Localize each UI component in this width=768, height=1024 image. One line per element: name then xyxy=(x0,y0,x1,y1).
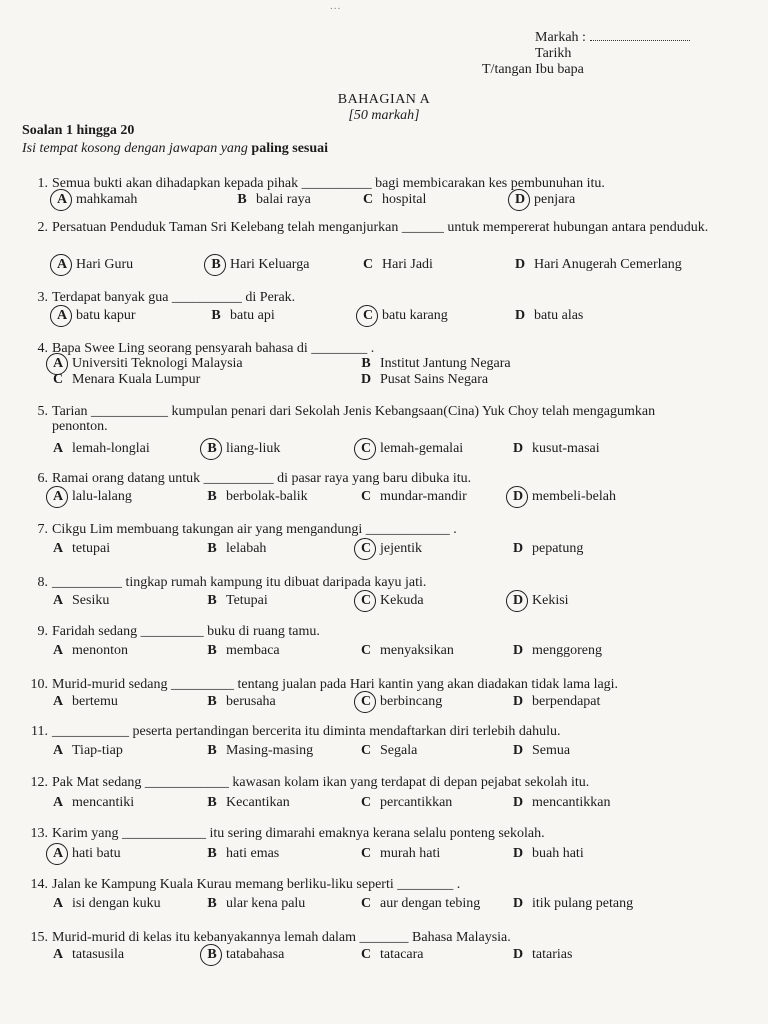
option-letter: A xyxy=(52,257,72,273)
option-d[interactable] xyxy=(510,192,575,208)
option-c[interactable] xyxy=(358,192,426,208)
option-b[interactable] xyxy=(232,192,311,208)
option-text: Tiap-tiap xyxy=(72,743,123,758)
question-text: Pak Mat sedang ____________ kawasan kolam ikan yang terdapat di depan pejabat sekolah itu. xyxy=(52,775,590,790)
option-d[interactable] xyxy=(508,643,602,659)
option-letter: B xyxy=(207,743,217,758)
option-a[interactable] xyxy=(52,257,133,273)
option-letter: B xyxy=(202,441,222,457)
option-d[interactable] xyxy=(508,896,633,912)
option-text: membaca xyxy=(226,643,280,658)
option-c[interactable] xyxy=(356,694,442,710)
option-text: penjara xyxy=(534,192,576,207)
option-text: Segala xyxy=(380,743,418,758)
instruction xyxy=(22,141,328,157)
ttangan-label: T/tangan Ibu bapa xyxy=(482,62,584,77)
option-b[interactable] xyxy=(206,308,275,324)
question-text: Persatuan Penduduk Taman Sri Kelebang telah menganjurkan ______ untuk mempererat hubungan antara penduduk. xyxy=(52,220,709,235)
option-text: menyaksikan xyxy=(380,643,454,658)
question-text: Faridah sedang _________ buku di ruang tamu. xyxy=(52,624,320,639)
option-text: hati batu xyxy=(72,846,121,861)
option-letter: A xyxy=(52,694,64,709)
question-text: Terdapat banyak gua __________ di Perak. xyxy=(52,290,296,305)
option-text: Kekisi xyxy=(532,593,569,608)
option-b[interactable] xyxy=(202,441,280,457)
option-letter: B xyxy=(207,541,217,556)
question-text: Jalan ke Kampung Kuala Kurau memang berliku-liku seperti ________ . xyxy=(52,877,461,892)
option-d[interactable] xyxy=(510,308,583,324)
question-text: ___________ peserta pertandingan bercerita itu diminta mendaftarkan diri terlebih dahulu. xyxy=(52,724,561,739)
option-letter: B xyxy=(211,308,221,323)
option-text: Universiti Teknologi Malaysia xyxy=(72,356,243,371)
option-text: balai raya xyxy=(256,192,311,207)
option-letter: A xyxy=(52,795,64,810)
option-c[interactable] xyxy=(356,643,454,659)
question-number: 14. xyxy=(30,877,48,892)
option-text: lelabah xyxy=(226,541,267,556)
option-letter: D xyxy=(508,593,528,609)
question-text: Tarian ___________ kumpulan penari dari Sekolah Jenis Kebangsaan(Cina) Yuk Choy telah mengagumkan penonton. xyxy=(52,404,656,434)
section-title: BAHAGIAN A xyxy=(337,92,431,107)
option-b[interactable] xyxy=(202,846,279,862)
question-number: 2. xyxy=(37,220,48,235)
option-text: Pusat Sains Negara xyxy=(380,372,489,387)
option-c[interactable] xyxy=(358,308,448,324)
option-text: mencantiki xyxy=(72,795,135,810)
option-text: Hari Anugerah Cemerlang xyxy=(534,257,682,272)
option-b[interactable] xyxy=(202,947,284,963)
option-a[interactable] xyxy=(48,795,134,811)
option-letter: C xyxy=(362,257,374,272)
option-text: percantikkan xyxy=(380,795,453,810)
option-letter: B xyxy=(361,356,371,371)
option-text: Kecantikan xyxy=(226,795,290,810)
option-letter: A xyxy=(52,743,64,758)
option-letter: B xyxy=(206,257,226,273)
option-d[interactable] xyxy=(508,593,569,609)
question-text: Murid-murid sedang _________ tentang jualan pada Hari kantin yang akan diadakan tidak lama lagi. xyxy=(52,677,619,692)
option-text: Masing-masing xyxy=(226,743,314,758)
question-number: 3. xyxy=(37,290,48,305)
option-c[interactable] xyxy=(356,441,463,457)
option-letter: D xyxy=(512,694,524,709)
option-c[interactable] xyxy=(48,372,200,388)
question-number: 12. xyxy=(30,775,48,790)
option-d[interactable] xyxy=(356,372,488,388)
option-a[interactable] xyxy=(48,947,124,963)
option-letter: C xyxy=(52,372,64,387)
option-letter: A xyxy=(52,593,64,608)
option-d[interactable] xyxy=(508,743,570,759)
option-letter: C xyxy=(360,896,372,911)
markah-label: Markah : xyxy=(535,30,586,45)
option-text: lemah-longlai xyxy=(72,441,150,456)
option-b[interactable] xyxy=(202,643,280,659)
option-c[interactable] xyxy=(356,846,440,862)
option-a[interactable] xyxy=(48,694,118,710)
option-b[interactable] xyxy=(202,896,305,912)
question-number: 10. xyxy=(30,677,48,692)
option-text: isi dengan kuku xyxy=(72,896,161,911)
markah-blank xyxy=(590,40,690,41)
question-text: Karim yang ____________ itu sering dimarahi emaknya kerana selalu ponteng sekolah. xyxy=(52,826,545,841)
option-letter: C xyxy=(356,593,376,609)
option-letter: C xyxy=(356,441,376,457)
option-letter: B xyxy=(207,489,217,504)
option-letter: C xyxy=(358,308,378,324)
question-text: __________ tingkap rumah kampung itu dibuat daripada kayu jati. xyxy=(52,575,427,590)
option-a[interactable] xyxy=(52,192,137,208)
option-text: lalu-lalang xyxy=(72,489,132,504)
option-letter: C xyxy=(356,541,376,557)
option-text: Institut Jantung Negara xyxy=(380,356,511,371)
option-a[interactable] xyxy=(48,541,110,557)
option-b[interactable] xyxy=(202,541,266,557)
option-letter: A xyxy=(52,441,64,456)
option-text: lemah-gemalai xyxy=(380,441,464,456)
option-letter: D xyxy=(514,257,526,272)
question-number: 9. xyxy=(37,624,48,639)
option-d[interactable] xyxy=(508,489,616,505)
option-text: hati emas xyxy=(226,846,280,861)
option-text: mahkamah xyxy=(76,192,138,207)
option-text: menggoreng xyxy=(532,643,602,658)
option-letter: A xyxy=(52,541,64,556)
question-range: Soalan 1 hingga 20 xyxy=(22,123,135,138)
option-letter: D xyxy=(512,743,524,758)
option-c[interactable] xyxy=(356,593,424,609)
option-text: Hari Guru xyxy=(76,257,134,272)
markah-row xyxy=(535,30,690,46)
option-a[interactable] xyxy=(48,643,128,659)
option-text: mundar-mandir xyxy=(380,489,467,504)
option-text: ular kena palu xyxy=(226,896,306,911)
option-letter: D xyxy=(512,896,524,911)
option-text: Hari Jadi xyxy=(382,257,433,272)
option-b[interactable] xyxy=(202,489,308,505)
option-letter: D xyxy=(508,489,528,505)
question-number: 1. xyxy=(37,176,48,191)
option-letter: B xyxy=(207,846,217,861)
option-a[interactable] xyxy=(48,489,132,505)
question-text: Ramai orang datang untuk __________ di pasar raya yang baru dibuka itu. xyxy=(52,471,472,486)
option-text: batu alas xyxy=(534,308,584,323)
option-letter: C xyxy=(360,489,372,504)
option-text: tatasusila xyxy=(72,947,125,962)
option-b[interactable] xyxy=(202,694,276,710)
option-letter: D xyxy=(512,795,524,810)
option-text: pepatung xyxy=(532,541,584,556)
section-marks: [50 markah] xyxy=(348,108,420,123)
option-letter: D xyxy=(512,643,524,658)
option-b[interactable] xyxy=(356,356,511,372)
option-letter: A xyxy=(52,192,72,208)
option-b[interactable] xyxy=(202,795,290,811)
top-marking: ... xyxy=(330,0,342,12)
option-c[interactable] xyxy=(356,896,480,912)
option-letter: A xyxy=(52,643,64,658)
option-d[interactable] xyxy=(508,846,584,862)
option-d[interactable] xyxy=(508,441,600,457)
option-text: murah hati xyxy=(380,846,441,861)
option-letter: A xyxy=(52,308,72,324)
option-letter: B xyxy=(202,947,222,963)
question-number: 7. xyxy=(37,522,48,537)
option-text: berpendapat xyxy=(532,694,601,709)
option-letter: B xyxy=(207,593,217,608)
option-text: mencantikkan xyxy=(532,795,611,810)
option-letter: A xyxy=(52,896,64,911)
option-letter: D xyxy=(512,541,524,556)
option-text: jejentik xyxy=(380,541,422,556)
option-a[interactable] xyxy=(52,308,135,324)
option-letter: B xyxy=(237,192,247,207)
option-c[interactable] xyxy=(356,489,467,505)
option-letter: B xyxy=(207,896,217,911)
option-letter: D xyxy=(514,308,526,323)
option-letter: C xyxy=(360,947,372,962)
question-number: 6. xyxy=(37,471,48,486)
option-letter: C xyxy=(360,743,372,758)
option-d[interactable] xyxy=(510,257,682,273)
question-text: Murid-murid di kelas itu kebanyakannya lemah dalam _______ Bahasa Malaysia. xyxy=(52,930,511,945)
question-number: 4. xyxy=(37,341,48,356)
instruction-bold: paling sesuai xyxy=(251,141,329,156)
option-letter: D xyxy=(512,947,524,962)
question-number: 15. xyxy=(30,930,48,945)
option-text: menonton xyxy=(72,643,128,658)
option-a[interactable] xyxy=(48,743,123,759)
option-text: tatabahasa xyxy=(226,947,285,962)
question-number: 8. xyxy=(37,575,48,590)
option-letter: C xyxy=(360,795,372,810)
option-letter: C xyxy=(356,694,376,710)
option-text: batu kapur xyxy=(76,308,136,323)
option-d[interactable] xyxy=(508,947,572,963)
option-d[interactable] xyxy=(508,795,611,811)
option-text: berbincang xyxy=(380,694,443,709)
question-number: 5. xyxy=(37,404,48,419)
option-c[interactable] xyxy=(356,947,424,963)
option-b[interactable] xyxy=(206,257,309,273)
option-c[interactable] xyxy=(358,257,433,273)
option-a[interactable] xyxy=(48,441,150,457)
option-text: bertemu xyxy=(72,694,118,709)
option-text: aur dengan tebing xyxy=(380,896,481,911)
option-letter: A xyxy=(48,356,68,372)
option-text: Tetupai xyxy=(226,593,268,608)
option-d[interactable] xyxy=(508,694,600,710)
option-a[interactable] xyxy=(48,846,121,862)
option-text: tetupai xyxy=(72,541,111,556)
option-letter: A xyxy=(48,846,68,862)
option-a[interactable] xyxy=(48,896,161,912)
option-letter: B xyxy=(207,643,217,658)
option-text: berbolak-balik xyxy=(226,489,308,504)
option-letter: A xyxy=(52,947,64,962)
option-c[interactable] xyxy=(356,541,422,557)
option-text: berusaha xyxy=(226,694,276,709)
question-number: 13. xyxy=(30,826,48,841)
option-letter: C xyxy=(360,643,372,658)
question-number: 11. xyxy=(31,724,48,739)
option-letter: B xyxy=(207,795,217,810)
option-text: hospital xyxy=(382,192,427,207)
option-c[interactable] xyxy=(356,743,417,759)
option-b[interactable] xyxy=(202,743,313,759)
option-text: buah hati xyxy=(532,846,584,861)
option-text: Hari Keluarga xyxy=(230,257,310,272)
question-text: Cikgu Lim membuang takungan air yang mengandungi ____________ . xyxy=(52,522,457,537)
option-text: itik pulang petang xyxy=(532,896,634,911)
option-text: membeli-belah xyxy=(532,489,616,504)
option-letter: D xyxy=(512,846,524,861)
option-d[interactable] xyxy=(508,541,583,557)
option-letter: B xyxy=(207,694,217,709)
option-letter: D xyxy=(512,441,524,456)
option-text: liang-liuk xyxy=(226,441,281,456)
option-letter: C xyxy=(362,192,374,207)
option-letter: D xyxy=(360,372,372,387)
option-a[interactable] xyxy=(48,593,109,609)
option-text: Kekuda xyxy=(380,593,424,608)
option-text: tatacara xyxy=(380,947,424,962)
option-text: batu karang xyxy=(382,308,448,323)
option-text: Sesiku xyxy=(72,593,110,608)
option-text: kusut-masai xyxy=(532,441,600,456)
option-letter: A xyxy=(48,489,68,505)
option-c[interactable] xyxy=(356,795,452,811)
option-b[interactable] xyxy=(202,593,268,609)
tarikh-label: Tarikh xyxy=(535,46,572,61)
option-text: Menara Kuala Lumpur xyxy=(72,372,201,387)
option-letter: C xyxy=(360,846,372,861)
question-text: Semua bukti akan dihadapkan kepada pihak __________ bagi membicarakan kes pembunuhan itu. xyxy=(52,176,605,191)
option-text: tatarias xyxy=(532,947,573,962)
option-text: Semua xyxy=(532,743,571,758)
option-text: batu api xyxy=(230,308,275,323)
instruction-lead: Isi tempat kosong dengan jawapan yang xyxy=(22,141,248,156)
option-letter: D xyxy=(510,192,530,208)
option-a[interactable] xyxy=(48,356,243,372)
question-text: Bapa Swee Ling seorang pensyarah bahasa di ________ . xyxy=(52,341,375,356)
